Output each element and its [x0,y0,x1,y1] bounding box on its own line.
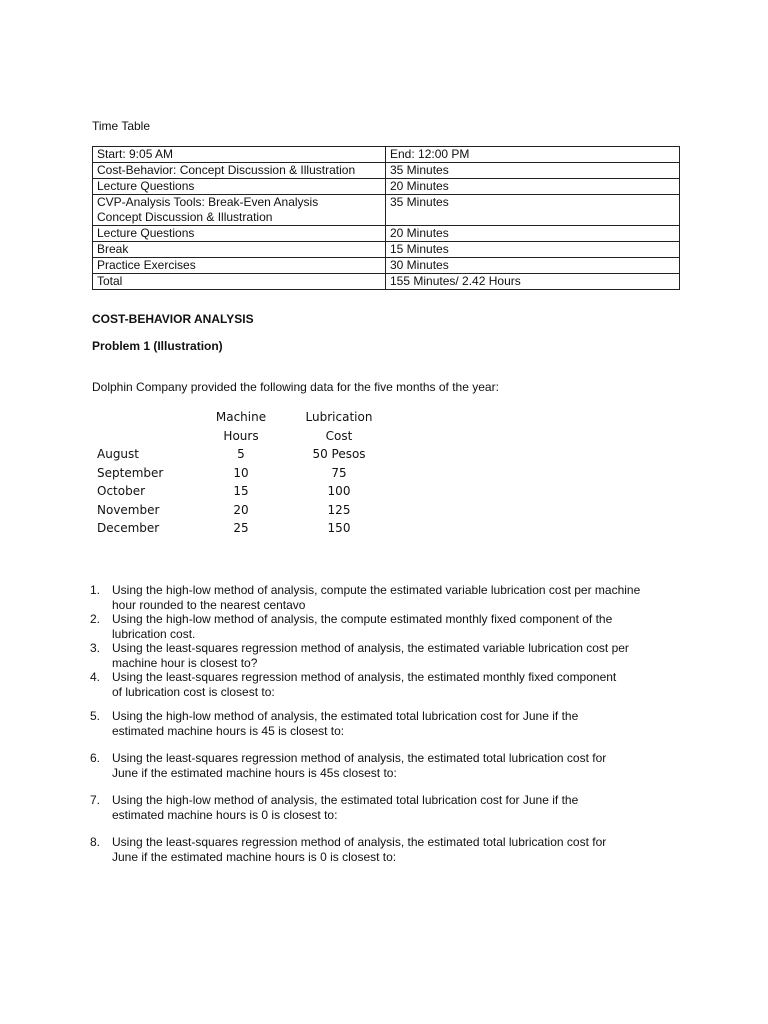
cost-cell: 125 [327,502,351,517]
table-row [93,163,680,179]
cost-header [285,408,393,427]
list-item [90,709,685,738]
activity-cell: Lecture Questions [93,179,386,195]
question-line: Using the least-squares regression method of analysis, the estimated total lubrication cost for [112,751,607,765]
table-row [93,179,680,195]
question-number: 7. [90,793,101,807]
question-line: machine hour is closest to? [112,655,258,670]
table-row [93,195,680,226]
month-cell: August [97,447,139,461]
activity-cell: Cost-Behavior: Concept Discussion & Illustration [93,163,386,179]
list-item [90,641,685,670]
activity-cell: Practice Exercises [93,258,386,274]
table-row [92,464,393,483]
duration-cell: 35 Minutes [386,163,680,179]
question-number: 6. [90,751,101,765]
question-number: 3. [90,641,101,655]
table-header-row [92,427,393,446]
table-row [93,274,680,290]
question-line: Using the high-low method of analysis, the estimated total lubrication cost for June if the [112,793,579,807]
question-number: 2. [90,612,101,626]
activity-cell: CVP-Analysis Tools: Break-Even Analysis Concept Discussion & Illustration [93,195,386,226]
hours-cell: 5 [237,447,245,461]
cost-cell: 75 [331,465,347,480]
month-header [92,408,197,427]
question-line: lubrication cost. [112,626,196,641]
problem-heading: Problem 1 (Illustration) [92,339,223,353]
question-number: 1. [90,583,101,597]
hours-cell: 15 [233,484,249,498]
month-header [92,427,197,446]
activity-cell: Start: 9:05 AM [93,147,386,163]
duration-cell: 20 Minutes [386,179,680,195]
hours-header [197,408,285,427]
list-item [90,612,685,641]
question-number: 5. [90,709,101,723]
table-row [92,482,393,501]
month-cell: November [97,502,160,517]
duration-cell: End: 12:00 PM [386,147,680,163]
table-row [93,226,680,242]
table-header-row [92,408,393,427]
cost-cell: 100 [327,484,351,498]
cost-cell: 150 [327,521,351,535]
table-row [93,147,680,163]
activity-cell: Total [93,274,386,290]
question-line: Using the high-low method of analysis, the compute estimated monthly fixed component of the [112,612,613,626]
duration-cell: 30 Minutes [386,258,680,274]
cost-header-line2: Cost [325,428,353,443]
activity-cell: Break [93,242,386,258]
question-line: estimated machine hours is 45 is closest to: [112,723,345,738]
hours-header-line1: Machine [215,410,267,424]
duration-cell: 20 Minutes [386,226,680,242]
question-line: June if the estimated machine hours is 45s closest to: [112,765,397,780]
question-line: Using the least-squares regression method of analysis, the estimated monthly fixed component [112,670,617,684]
hours-cell: 25 [233,521,249,535]
duration-cell: 35 Minutes [386,195,680,226]
question-line: Using the least-squares regression method of analysis, the estimated total lubrication cost for [112,835,607,849]
activity-cell: Lecture Questions [93,226,386,242]
hours-header-line2: Hours [223,428,259,443]
question-line: estimated machine hours is 0 is closest to: [112,807,338,822]
month-cell: September [97,465,164,480]
month-cell: October [97,484,146,498]
timetable [92,146,680,290]
section-heading: COST-BEHAVIOR ANALYSIS [92,312,254,326]
question-line: Using the high-low method of analysis, compute the estimated variable lubrication cost per machine [112,583,641,597]
cost-cell: 50 Pesos [312,447,366,461]
table-row [93,258,680,274]
question-line: of lubrication cost is closest to: [112,684,275,699]
timetable-title: Time Table [92,119,151,133]
table-row [93,242,680,258]
table-row [92,501,393,520]
list-item [90,583,685,612]
cost-header-line1: Lubrication [305,410,373,424]
question-line: Using the high-low method of analysis, the estimated total lubrication cost for June if the [112,709,579,723]
question-number: 8. [90,835,101,849]
hours-cell: 10 [233,465,249,480]
list-item [90,670,685,699]
question-line: hour rounded to the nearest centavo [112,597,306,612]
list-item [90,835,685,864]
question-number: 4. [90,670,101,684]
question-line: Using the least-squares regression method of analysis, the estimated variable lubrication cost per [112,641,629,655]
machine-hours-table [92,408,393,538]
table-row [92,519,393,538]
duration-cell: 155 Minutes/ 2.42 Hours [386,274,680,290]
question-line: June if the estimated machine hours is 0 is closest to: [112,849,397,864]
table-row [92,445,393,464]
question-list [90,583,685,864]
list-item [90,751,685,780]
list-item [90,793,685,822]
hours-cell: 20 [233,502,249,517]
month-cell: December [97,521,160,535]
duration-cell: 15 Minutes [386,242,680,258]
intro-text: Dolphin Company provided the following data for the five months of the year: [92,380,499,394]
